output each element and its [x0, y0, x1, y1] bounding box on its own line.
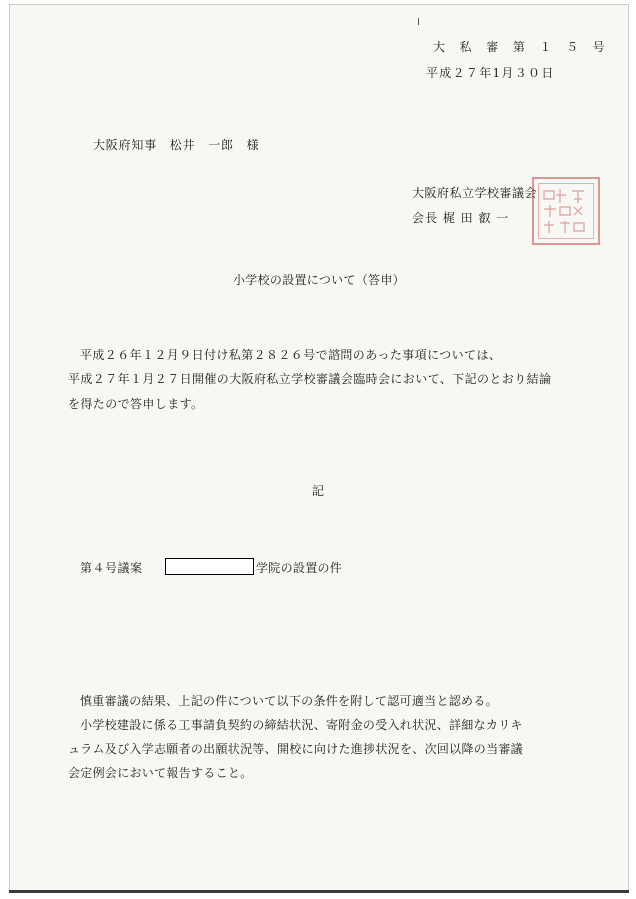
- condition-line-4: 会定例会において報告すること。: [68, 766, 253, 780]
- redaction-box: [165, 558, 254, 575]
- agenda-label: 第４号議案: [80, 561, 143, 575]
- scan-mark: [418, 18, 419, 25]
- document-date: 平成２７年1月３０日: [426, 66, 555, 80]
- sender-organization: 大阪府私立学校審議会: [412, 186, 538, 200]
- document-title: 小学校の設置について（答申）: [233, 273, 405, 287]
- body-line-1: 平成２６年１２月９日付け私第２８２６号で諮問のあった事項については、: [80, 348, 502, 362]
- agenda-title: 学院の設置の件: [256, 561, 343, 575]
- body-line-3: を得たので答申します。: [68, 397, 204, 411]
- reference-number: 大 私 審 第 １ ５ 号: [433, 40, 611, 54]
- recipient: 大阪府知事 松井 一郎 様: [93, 138, 260, 152]
- condition-line-2: 小学校建設に係る工事請負契約の締結状況、寄附金の受入れ状況、詳細なカリキ: [80, 718, 523, 732]
- sender-name: 会長 梶 田 叡 一: [412, 211, 510, 225]
- ki-heading: 記: [312, 484, 325, 498]
- seal-markings: [534, 179, 598, 243]
- condition-line-3: ュラム及び入学志願者の出願状況等、開校に向けた進捗状況を、次回以降の当審議: [68, 742, 523, 756]
- official-seal-icon: [532, 177, 600, 245]
- condition-line-1: 慎重審議の結果、上記の件について以下の条件を附して認可適当と認める。: [80, 694, 498, 708]
- body-line-2: 平成２７年１月２７日開催の大阪府私立学校審議会臨時会において、下記のとおり結論: [68, 372, 552, 386]
- scan-edge: [9, 890, 629, 893]
